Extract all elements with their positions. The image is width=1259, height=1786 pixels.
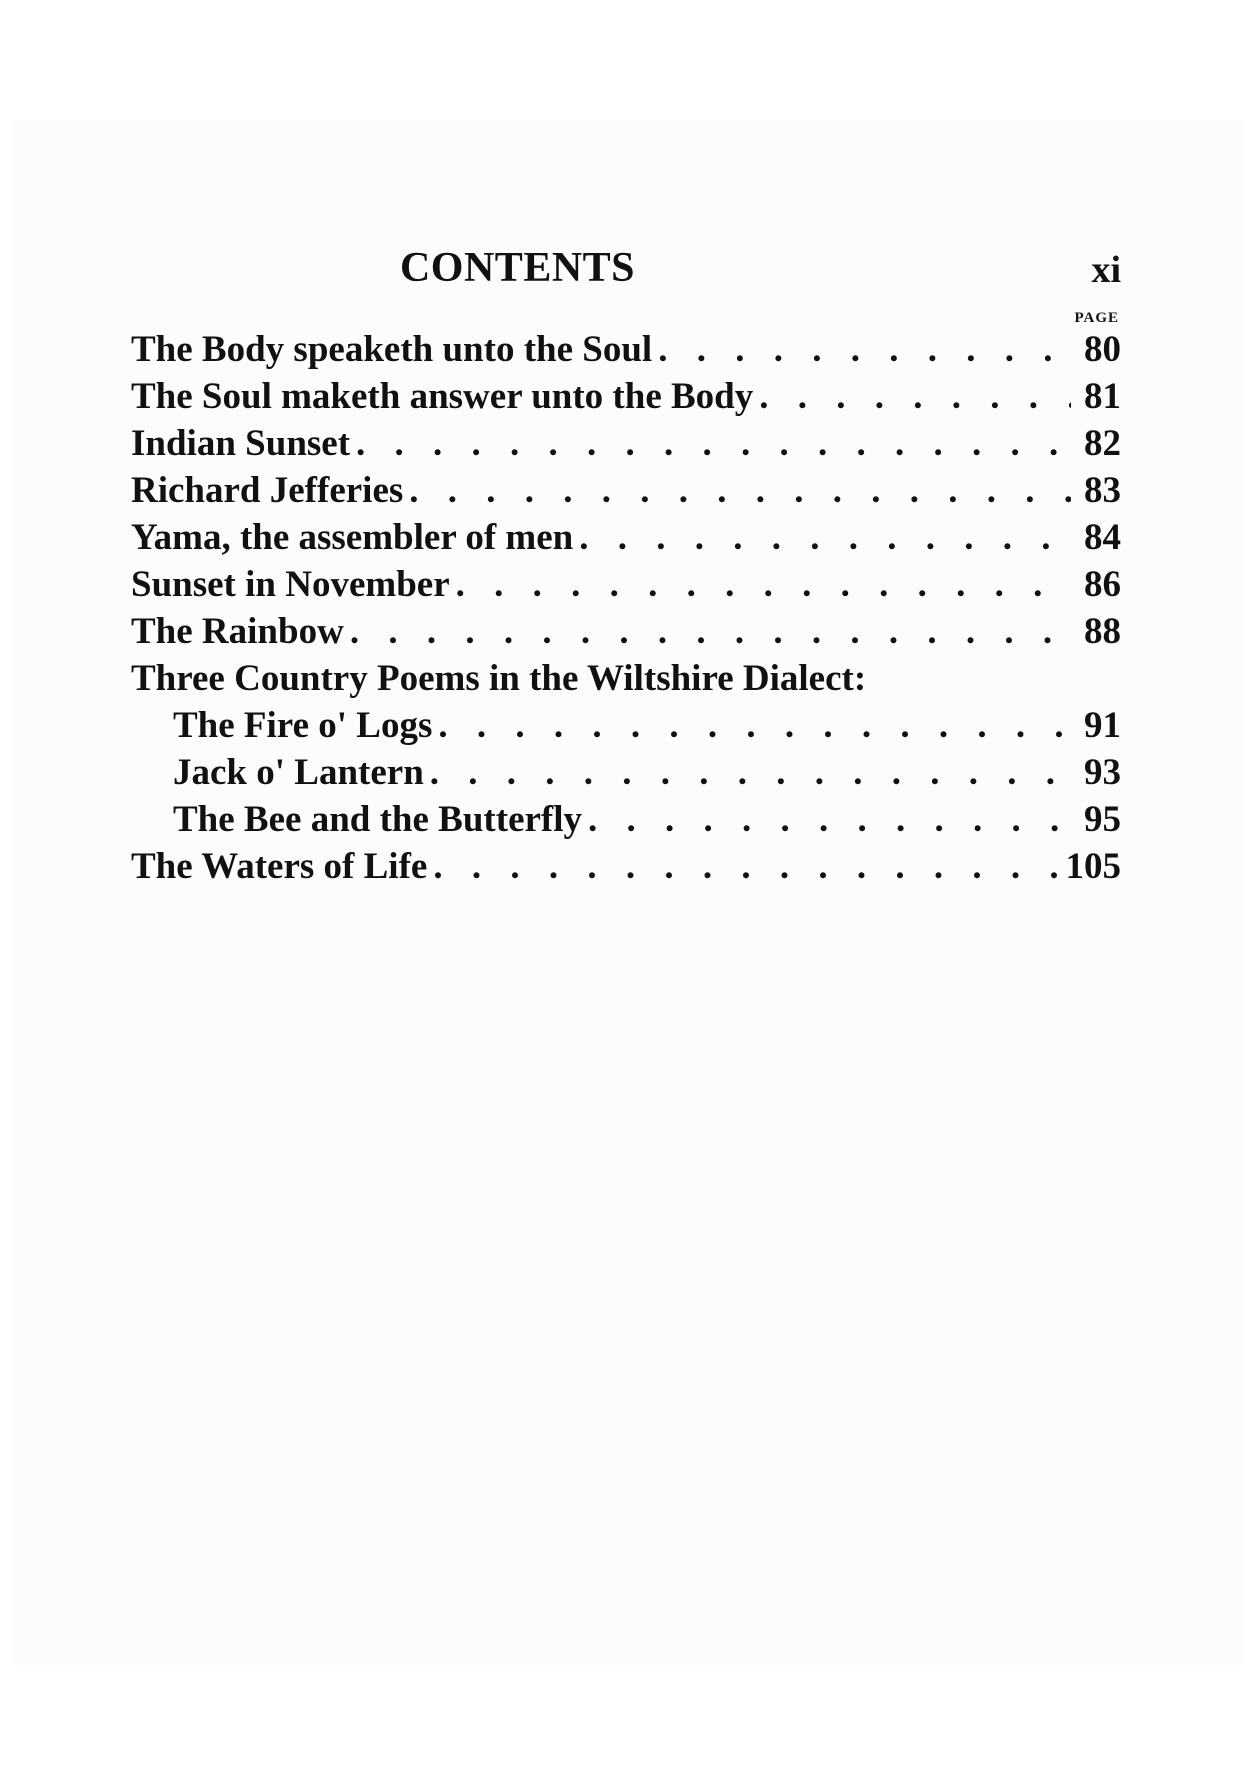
page-title: CONTENTS [399,245,636,291]
toc-entry [131,514,1121,561]
dot-leader [579,514,1071,561]
toc-entry [131,467,1121,514]
toc-entry-title: The Rainbow [131,611,344,652]
toc-entry-title: The Bee and the Butterfly [173,799,583,840]
dot-leader [438,702,1071,749]
toc-entry-title: The Soul maketh answer unto the Body [131,376,754,417]
dot-leader [759,373,1071,420]
dot-leader [430,749,1071,796]
page-column-label: PAGE [1074,310,1119,326]
dot-leader [588,796,1071,843]
toc-subentry [131,749,1121,796]
toc-entry-title: Yama, the assembler of men [131,517,574,558]
toc-entry-page: 93 [1084,752,1121,793]
toc-entry [131,561,1121,608]
toc-entry-title: The Waters of Life [131,846,428,887]
dot-leader [456,561,1071,608]
toc-subentry [131,702,1121,749]
toc-entry [131,420,1121,467]
toc-entry-page: 84 [1084,517,1121,558]
toc-entry [131,373,1121,420]
toc-entry-title: The Fire o' Logs [173,705,433,746]
toc-entry-page: 86 [1084,564,1121,605]
page-number: xi [1091,249,1121,291]
toc-entry-title: Three Country Poems in the Wiltshire Dialect: [131,658,867,699]
toc-entry-page: 88 [1084,611,1121,652]
toc-entry-page: 82 [1084,423,1121,464]
toc-section-heading [131,655,1121,702]
toc-entry-page: 80 [1084,329,1121,370]
toc-subentry [131,796,1121,843]
dot-leader [356,420,1071,467]
toc-entry [131,608,1121,655]
dot-leader [350,608,1071,655]
toc-entry-page: 91 [1084,705,1121,746]
toc-entry-title: Jack o' Lantern [173,752,424,793]
toc-entry-title: The Body speaketh unto the Soul [131,329,653,370]
toc-entry-title: Sunset in November [131,564,450,605]
toc-entry-page: 81 [1084,376,1121,417]
dot-leader [658,326,1071,373]
toc-entry-title: Richard Jefferies [131,470,404,511]
dot-leader [433,843,1059,890]
dot-leader [409,467,1071,514]
toc-entry [131,326,1121,373]
table-of-contents [131,326,1121,890]
toc-entry-page: 83 [1084,470,1121,511]
toc-entry-title: Indian Sunset [131,423,351,464]
toc-entry-page: 95 [1084,799,1121,840]
toc-entry [131,843,1121,890]
toc-entry-page: 105 [1065,846,1121,887]
